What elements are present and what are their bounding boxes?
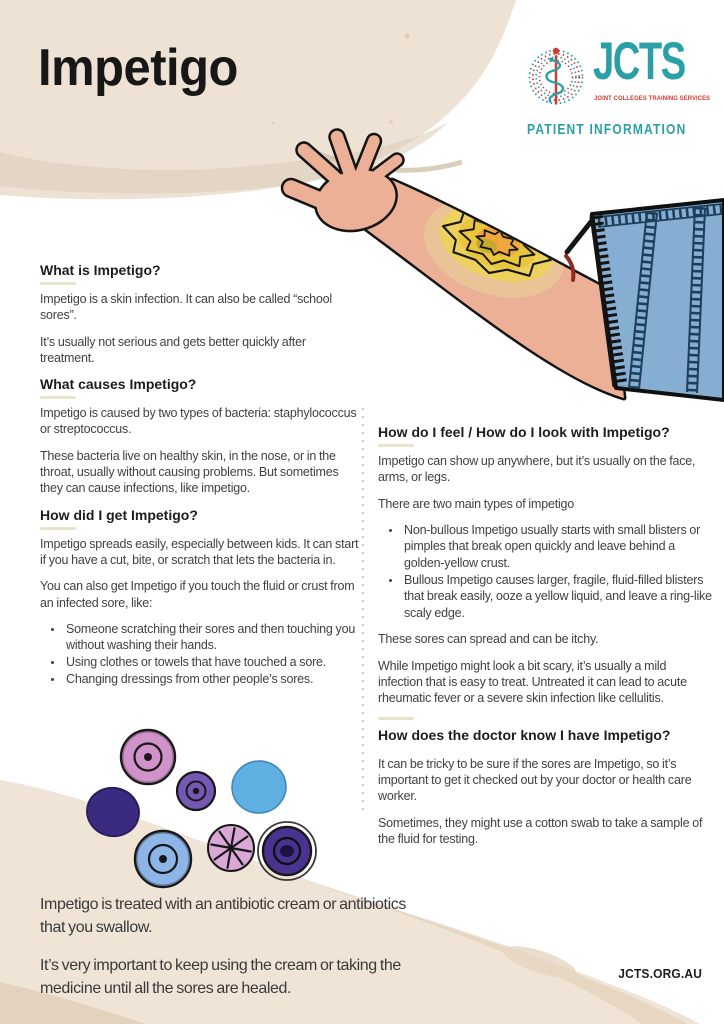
paragraph: Impetigo can show up anywhere, but it’s usually on the face, arms, or legs.	[378, 454, 696, 485]
section-heading: How did I get Impetigo?	[40, 506, 198, 523]
section-heading: What is Impetigo?	[40, 262, 161, 278]
paragraph: These bacteria live on healthy skin, in the nose, or in the throat, usually without causing problems. But sometimes they can cause infections, like impetigo.	[40, 448, 339, 496]
heading-rule	[378, 444, 414, 447]
paragraph: These sores can spread and can be itchy.	[378, 632, 599, 647]
logo-acronym: JCTS	[593, 32, 685, 91]
asclepius-staff-icon	[527, 42, 585, 112]
bacterium-lightblue-ringed	[135, 831, 191, 887]
bullet-item: • Bullous Impetigo causes larger, fragile, fluid-filled blisters that break easily, ooze a yellow liquid, and leave a ring-like scaly edge.	[402, 572, 712, 622]
bullet-list	[378, 522, 712, 622]
heading-rule	[40, 396, 76, 399]
paragraph: It can be tricky to be sure if the sores are Impetigo, so it’s important to get it checked out by your doctor or health care worker.	[378, 756, 692, 804]
bacterium-pink-spoked	[208, 825, 254, 871]
bullet-item: • Non-bullous Impetigo usually starts with small blisters or pimples that break open quickly and leave behind a golden-yellow crust.	[402, 522, 712, 572]
heading-rule	[40, 527, 76, 530]
bacterium-blue-blob	[229, 757, 290, 816]
bullet-list	[40, 621, 362, 687]
sleeve	[591, 200, 724, 400]
paragraph: It’s very important to keep using the cream or taking the medicine until all the sores are healed.	[40, 957, 401, 997]
bullet-item: • Using clothes or towels that have touched a sore.	[64, 654, 362, 671]
bacterium-darkpurple-ringed	[258, 822, 316, 880]
heading-rule	[378, 717, 414, 720]
paragraph: Impetigo is treated with an antibiotic cream or antibiotics that you swallow.	[40, 896, 406, 936]
section-heading: What causes Impetigo?	[40, 376, 197, 393]
right-column	[378, 424, 712, 857]
website-url: JCTS.ORG.AU	[618, 966, 702, 981]
section-heading: How do I feel / How do I look with Impetigo?	[378, 424, 670, 440]
bullet-item: • Changing dressings from other people’s sores.	[64, 671, 362, 688]
section-what-is-impetigo	[40, 262, 362, 366]
paragraph: Impetigo is caused by two types of bacteria: staphylococcus or streptococcus.	[40, 406, 357, 437]
paragraph: There are two main types of impetigo	[378, 496, 575, 511]
paragraph: You can also get Impetigo if you touch the fluid or crust from an infected sore, like:	[40, 579, 355, 610]
paragraph: Impetigo spreads easily, especially between kids. It can start if you have a cut, bite, or scratch that lets the bacteria in.	[40, 536, 359, 567]
heading-rule	[40, 282, 76, 285]
left-column	[40, 262, 362, 697]
section-heading: How does the doctor know I have Impetigo?	[378, 726, 671, 743]
section-doctor-diagnosis	[378, 717, 712, 847]
paragraph: Impetigo is a skin infection. It can also be called “school sores”.	[40, 292, 333, 323]
column-divider	[362, 408, 364, 810]
logo-tagline: JOINT COLLEGES TRAINING SERVICES	[594, 95, 711, 102]
treatment-note	[40, 893, 412, 1015]
paragraph: Sometimes, they might use a cotton swab to take a sample of the fluid for testing.	[378, 815, 703, 846]
paragraph: While Impetigo might look a bit scary, it’s usually a mild infection that is easy to treat. Untreated it can lead to acute rheumatic fever or a severe skin infection like cellulitis.	[378, 658, 687, 706]
section-how-do-i-look	[378, 424, 712, 707]
section-what-causes-impetigo	[40, 376, 362, 496]
page-title: Impetigo	[38, 39, 238, 97]
patient-information-banner: PATIENT INFORMATION	[527, 121, 687, 138]
bacterium-pink-ringed	[121, 730, 175, 784]
elbow-crease	[567, 218, 594, 252]
paragraph: It’s usually not serious and gets better quickly after treatment.	[40, 334, 306, 365]
bullet-item: • Someone scratching their sores and then touching you without washing their hands.	[64, 621, 362, 654]
section-how-did-i-get-impetigo	[40, 507, 362, 688]
top-watercolor-wash	[0, 0, 516, 199]
bacterium-purple-ringed	[177, 772, 215, 810]
